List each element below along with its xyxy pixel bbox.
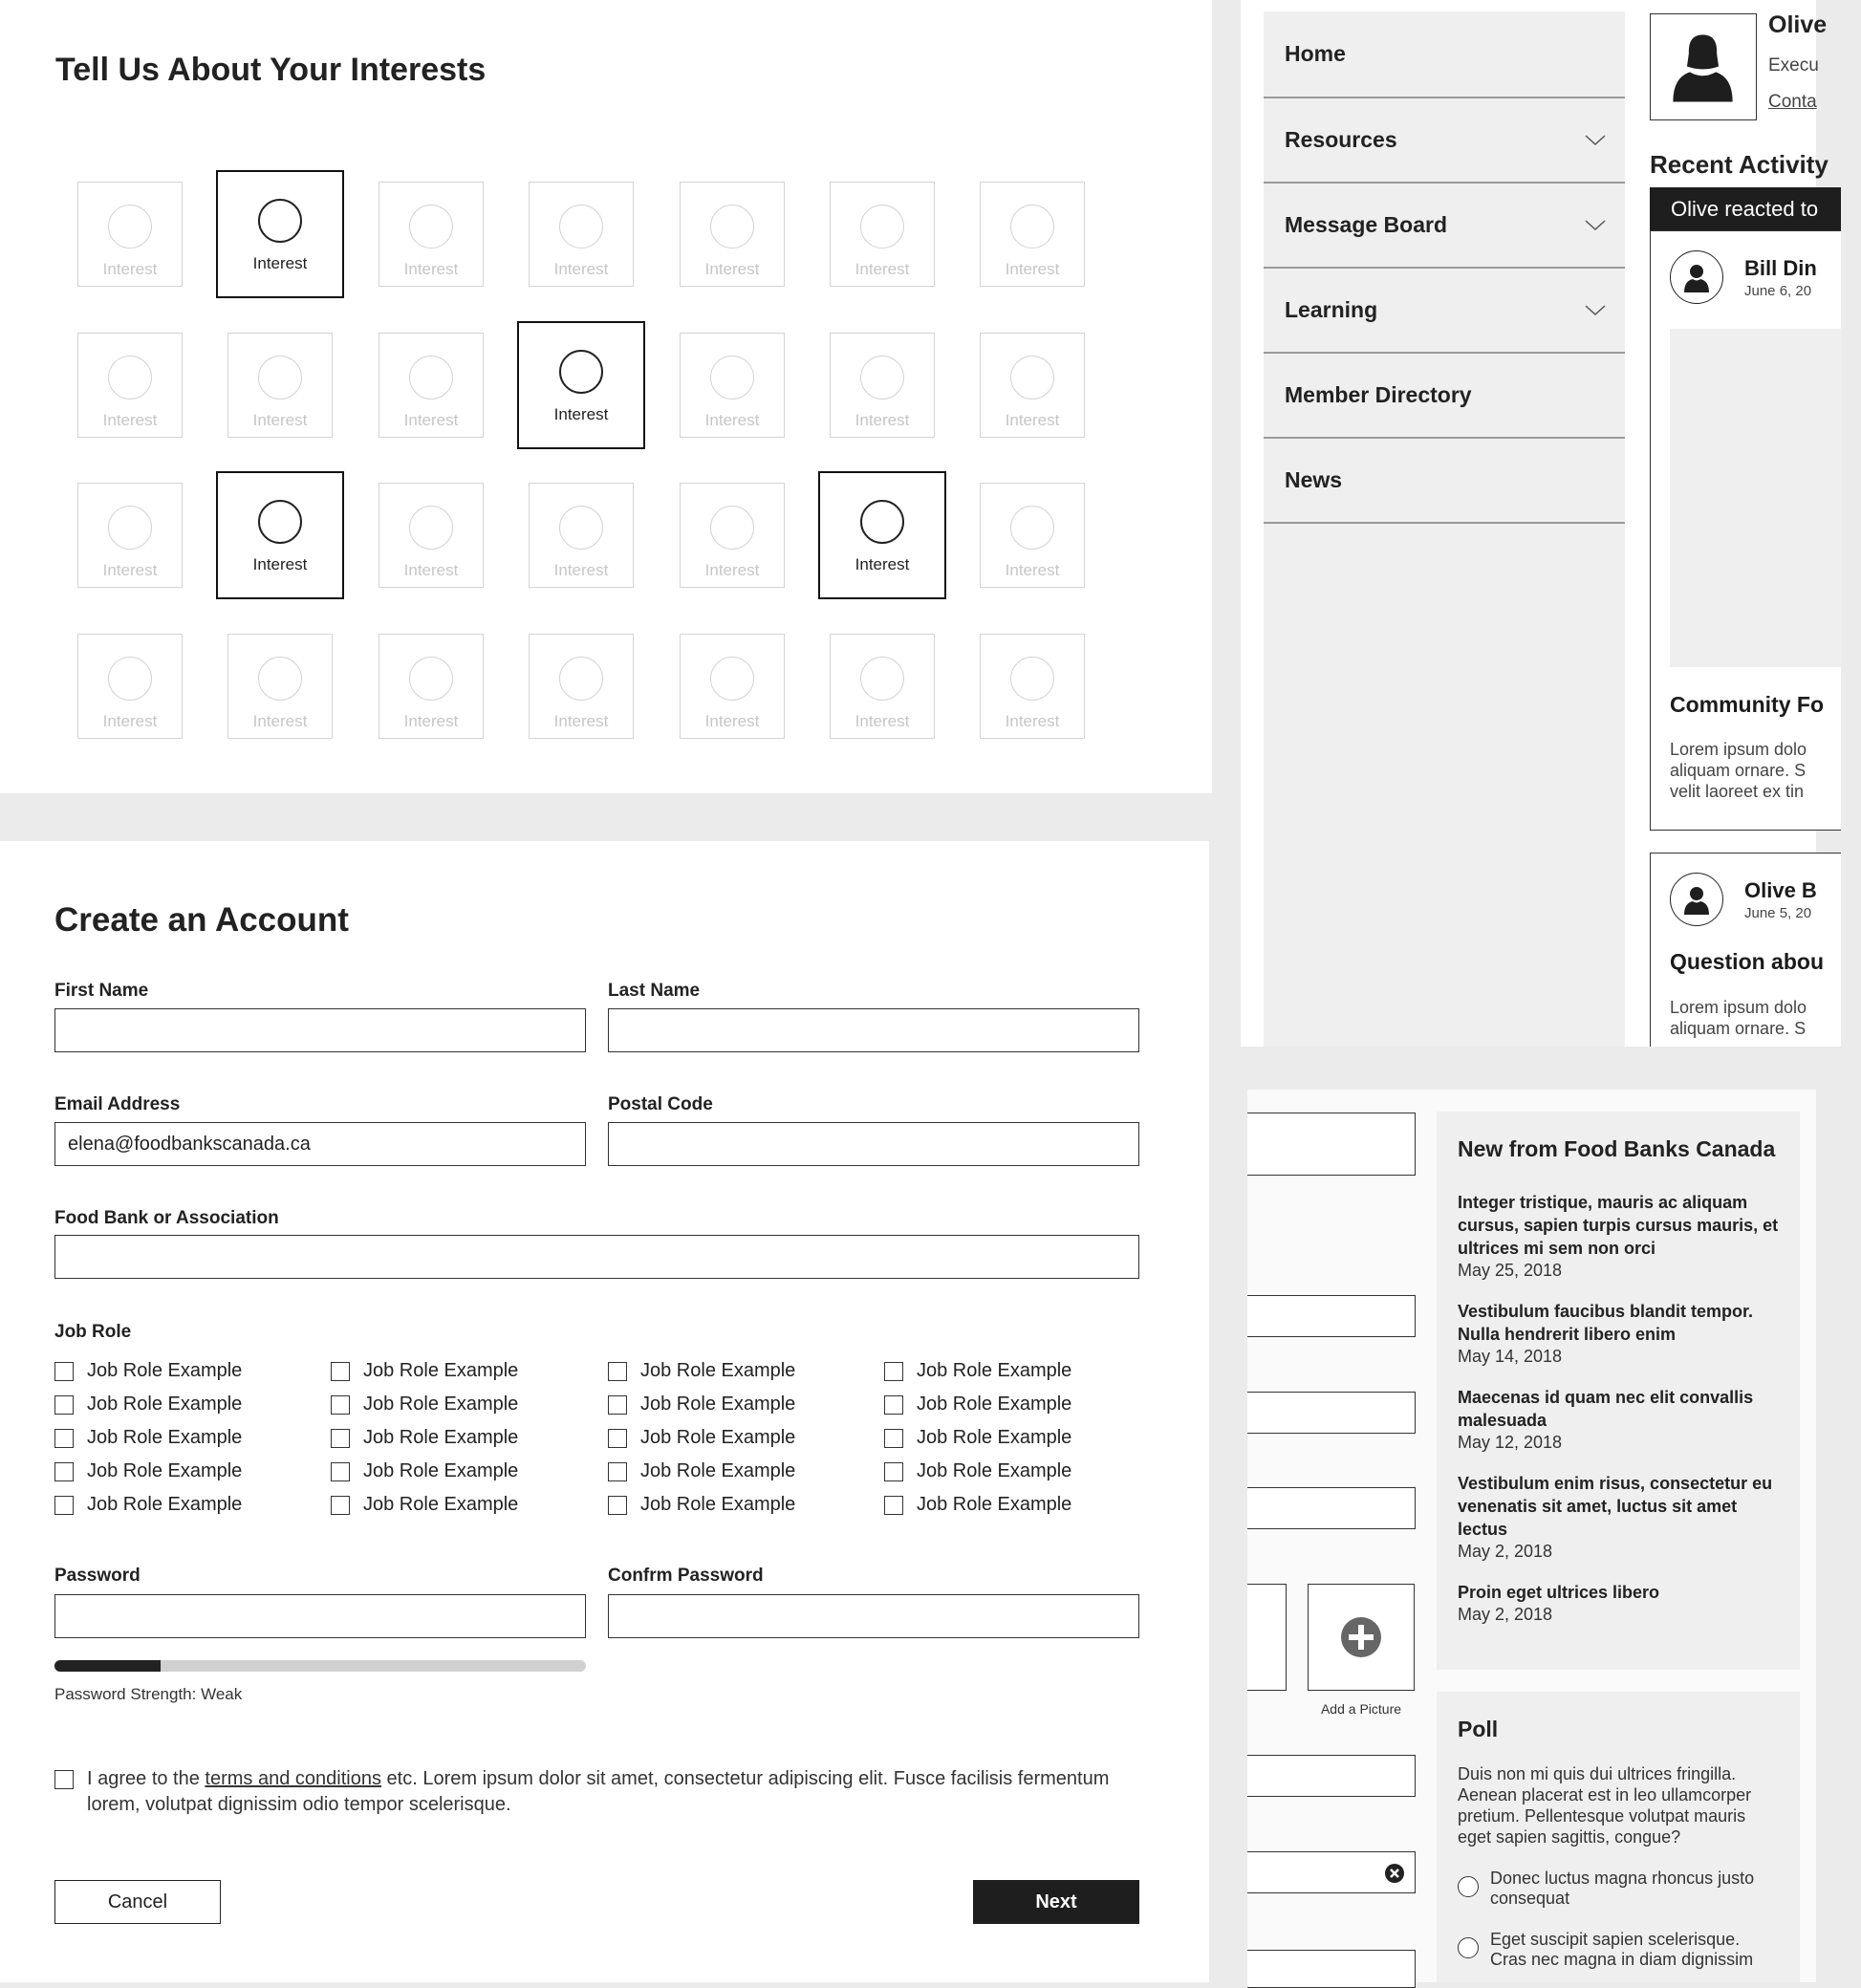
job-role-option[interactable]	[54, 1427, 242, 1449]
interest-circle-icon	[409, 506, 453, 550]
plus-circle-icon	[1340, 1616, 1382, 1658]
interest-tile[interactable]	[77, 483, 183, 588]
terms-prefix: I agree to the	[87, 1768, 206, 1789]
job-role-option[interactable]	[884, 1427, 1071, 1449]
email-input[interactable]	[54, 1122, 586, 1166]
terms-suffix: etc. Lorem ipsum dolor sit amet, consectetur adipiscing elit. Fusce facilisis fermentum lorem, volutpat dignissim odio tempor scelerisque.	[87, 1768, 1110, 1815]
add-picture-label: Add a Picture	[1320, 1701, 1402, 1717]
interest-tile[interactable]	[680, 333, 785, 438]
interest-circle-icon	[409, 205, 453, 248]
picture-thumbnail[interactable]	[1247, 1584, 1287, 1691]
terms-link[interactable]: terms and conditions	[205, 1768, 381, 1789]
terms-text	[87, 1766, 1148, 1818]
news-headline[interactable]: Vestibulum faucibus blandit tempor. Nulla hendrerit libero enim	[1458, 1302, 1754, 1344]
job-role-label: Job Role	[54, 1322, 132, 1342]
nav-item-resources[interactable]	[1264, 98, 1625, 184]
activity-post[interactable]	[1650, 230, 1841, 831]
interest-label: Interest	[704, 411, 760, 429]
confirm-password-label: Confrm Password	[608, 1566, 764, 1586]
job-role-option[interactable]	[54, 1460, 242, 1482]
post-author: Olive B	[1744, 878, 1817, 902]
news-date: May 12, 2018	[1458, 1433, 1563, 1452]
interest-label: Interest	[403, 260, 459, 278]
news-title: New from Food Banks Canada	[1458, 1136, 1776, 1161]
interest-tile[interactable]	[529, 483, 634, 588]
news-panel	[1437, 1112, 1800, 1670]
post-title: Question abou	[1670, 949, 1824, 974]
interest-circle-icon	[710, 657, 754, 701]
text-input-with-clear[interactable]	[1247, 1851, 1416, 1893]
interest-label: Interest	[403, 712, 459, 730]
profile-name: Olive	[1768, 11, 1828, 38]
interest-tile[interactable]	[818, 471, 946, 599]
interest-tile[interactable]	[77, 634, 183, 739]
job-role-label: Job Role Example	[363, 1494, 519, 1515]
job-role-option[interactable]	[54, 1394, 242, 1415]
job-role-checkbox[interactable]	[331, 1395, 350, 1415]
chevron-down-icon[interactable]	[1585, 220, 1606, 231]
text-input[interactable]	[1247, 1113, 1416, 1176]
profile-role: Execu	[1768, 55, 1819, 76]
job-role-label: Job Role Example	[363, 1360, 519, 1381]
interest-tile[interactable]	[680, 483, 785, 588]
interest-label: Interest	[704, 712, 760, 730]
news-item[interactable]	[1458, 1472, 1779, 1562]
news-item[interactable]	[1458, 1386, 1779, 1453]
first-name-input[interactable]	[54, 1008, 586, 1052]
interest-circle-icon	[258, 500, 302, 544]
chevron-down-icon[interactable]	[1585, 305, 1606, 316]
interest-label: Interest	[855, 260, 910, 278]
poll-panel	[1437, 1692, 1800, 1982]
news-item[interactable]	[1458, 1191, 1779, 1281]
interest-circle-icon	[1010, 506, 1054, 550]
cancel-button[interactable]: Cancel	[54, 1880, 221, 1924]
interest-tile[interactable]	[980, 483, 1085, 588]
interest-circle-icon	[710, 506, 754, 550]
email-label: Email Address	[54, 1094, 181, 1114]
interest-tile[interactable]	[830, 333, 935, 438]
job-role-label: Job Role Example	[87, 1394, 243, 1415]
job-role-option[interactable]	[608, 1427, 795, 1449]
interest-label: Interest	[102, 411, 158, 429]
interest-circle-icon	[108, 657, 152, 701]
post-date: June 6, 20	[1744, 283, 1812, 299]
nav-item-label: News	[1285, 467, 1343, 492]
password-strength-fill	[54, 1660, 161, 1672]
interest-circle-icon	[108, 356, 152, 400]
job-role-option[interactable]	[884, 1494, 1071, 1516]
job-role-checkbox[interactable]	[608, 1496, 627, 1515]
interest-tile[interactable]	[379, 333, 484, 438]
interest-label: Interest	[855, 712, 910, 730]
interest-label: Interest	[553, 405, 609, 423]
job-role-option[interactable]	[54, 1494, 242, 1516]
interest-tile[interactable]	[529, 634, 634, 739]
job-role-checkbox[interactable]	[608, 1395, 627, 1415]
interest-tile[interactable]	[680, 634, 785, 739]
news-list	[1458, 1191, 1779, 1625]
text-input[interactable]	[1247, 1295, 1416, 1337]
nav-item-label: Resources	[1285, 127, 1397, 152]
interest-tile[interactable]	[379, 634, 484, 739]
profile-contact-link[interactable]: Conta	[1768, 92, 1817, 112]
job-role-option[interactable]	[608, 1494, 795, 1516]
person-icon	[1679, 260, 1714, 294]
interest-label: Interest	[403, 561, 459, 579]
interest-circle-icon	[258, 356, 302, 400]
job-role-label: Job Role Example	[640, 1460, 796, 1481]
interest-label: Interest	[252, 254, 308, 272]
interest-tile[interactable]	[680, 182, 785, 287]
job-role-checkbox[interactable]	[331, 1462, 350, 1481]
interest-circle-icon	[1010, 205, 1054, 248]
postal-code-input[interactable]	[608, 1122, 1139, 1166]
password-strength-text: Password Strength: Weak	[54, 1685, 243, 1703]
interest-label: Interest	[553, 712, 609, 730]
person-icon	[1679, 882, 1714, 917]
nav-item-label: Learning	[1285, 297, 1378, 322]
post-body-line: aliquam ornare. S	[1670, 1019, 1807, 1038]
interest-label: Interest	[1005, 712, 1060, 730]
job-role-checkbox[interactable]	[54, 1462, 74, 1481]
news-headline[interactable]: Maecenas id quam nec elit convallis malesuada	[1458, 1388, 1754, 1430]
text-input[interactable]	[1247, 1392, 1416, 1434]
poll-title: Poll	[1458, 1717, 1499, 1741]
job-role-option[interactable]	[884, 1460, 1071, 1482]
interest-label: Interest	[102, 712, 158, 730]
interest-tile[interactable]	[216, 471, 344, 599]
password-label: Password	[54, 1566, 141, 1586]
interest-label: Interest	[553, 260, 609, 278]
interest-circle-icon	[860, 657, 904, 701]
activity-banner[interactable]: Olive reacted to	[1650, 187, 1841, 230]
interest-label: Interest	[1005, 561, 1060, 579]
dashboard-panel	[1241, 0, 1829, 1047]
interest-circle-icon	[258, 657, 302, 701]
post-avatar	[1670, 873, 1723, 926]
job-role-label: Job Role Example	[640, 1427, 796, 1448]
job-role-checkbox[interactable]	[331, 1362, 350, 1381]
job-role-checkbox[interactable]	[331, 1496, 350, 1515]
job-role-label: Job Role Example	[917, 1394, 1072, 1415]
news-item[interactable]	[1458, 1300, 1779, 1367]
password-input[interactable]	[54, 1594, 586, 1638]
interests-title: Tell Us About Your Interests	[55, 52, 487, 88]
nav-item-label: Home	[1285, 41, 1346, 66]
avatar[interactable]	[1650, 13, 1757, 120]
job-role-option[interactable]	[331, 1494, 518, 1516]
job-role-checkbox[interactable]	[608, 1462, 627, 1481]
job-role-label: Job Role Example	[640, 1360, 796, 1381]
interest-circle-icon	[559, 506, 603, 550]
job-role-option[interactable]	[331, 1360, 518, 1382]
interest-tile[interactable]	[379, 483, 484, 588]
post-author: Bill Din	[1744, 256, 1817, 280]
job-role-label: Job Role Example	[917, 1427, 1072, 1448]
post-body	[1670, 739, 1861, 802]
job-role-label: Job Role Example	[87, 1494, 243, 1515]
first-name-label: First Name	[54, 981, 149, 1001]
interests-panel	[0, 0, 1212, 793]
job-role-checkbox[interactable]	[608, 1429, 627, 1448]
job-role-label: Job Role Example	[87, 1460, 243, 1481]
poll-option[interactable]	[1458, 1930, 1779, 1970]
postal-code-label: Postal Code	[608, 1094, 713, 1114]
poll-option-label: Donec luctus magna rhoncus justo consequat	[1490, 1869, 1755, 1908]
news-date: May 25, 2018	[1458, 1261, 1563, 1280]
job-role-option[interactable]	[608, 1394, 795, 1415]
text-input[interactable]	[1247, 1755, 1416, 1797]
interest-circle-icon	[409, 356, 453, 400]
post-body-line: Lorem ipsum dolo	[1670, 998, 1807, 1017]
interest-tile[interactable]	[980, 634, 1085, 739]
job-role-label: Job Role Example	[640, 1494, 796, 1515]
interest-tile[interactable]	[980, 182, 1085, 287]
job-role-checkbox[interactable]	[884, 1362, 903, 1381]
add-picture-button[interactable]	[1308, 1584, 1415, 1691]
interest-label: Interest	[1005, 411, 1060, 429]
interest-tile[interactable]	[830, 182, 935, 287]
job-role-option[interactable]	[608, 1360, 795, 1382]
interest-label: Interest	[1005, 260, 1060, 278]
news-date: May 14, 2018	[1458, 1347, 1563, 1366]
interest-tile[interactable]	[77, 333, 183, 438]
clear-icon[interactable]	[1384, 1863, 1405, 1884]
job-role-checkbox[interactable]	[54, 1395, 74, 1415]
interest-circle-icon	[108, 205, 152, 248]
post-body	[1670, 997, 1861, 1039]
job-role-label: Job Role Example	[917, 1494, 1072, 1515]
account-title: Create an Account	[54, 901, 349, 939]
chevron-down-icon[interactable]	[1585, 135, 1606, 146]
job-role-checkbox[interactable]	[54, 1496, 74, 1515]
poll-radio[interactable]	[1458, 1937, 1479, 1958]
recent-activity-title: Recent Activity	[1650, 150, 1829, 179]
interest-tile[interactable]	[529, 182, 634, 287]
poll-option-label: Eget suscipit sapien scelerisque. Cras nec magna in diam dignissim	[1490, 1930, 1754, 1969]
news-item[interactable]	[1458, 1581, 1779, 1625]
interest-label: Interest	[102, 260, 158, 278]
interest-circle-icon	[1010, 657, 1054, 701]
job-role-label: Job Role Example	[363, 1427, 519, 1448]
job-role-checkbox[interactable]	[54, 1429, 74, 1448]
job-role-option[interactable]	[331, 1427, 518, 1449]
interest-circle-icon	[710, 356, 754, 400]
interest-tile[interactable]	[517, 321, 645, 449]
post-body-line: velit laoreet ex tin	[1670, 782, 1805, 801]
feed-panel	[1247, 1090, 1816, 1982]
news-headline[interactable]: Vestibulum enim risus, consectetur eu venenatis sit amet, luctus sit amet lectus	[1458, 1474, 1773, 1539]
interest-tile[interactable]	[379, 182, 484, 287]
news-headline[interactable]: Proin eget ultrices libero	[1458, 1583, 1660, 1602]
post-date: June 5, 20	[1744, 905, 1812, 921]
job-role-option[interactable]	[884, 1360, 1071, 1382]
job-role-label: Job Role Example	[87, 1427, 243, 1448]
nav-item-news[interactable]	[1264, 439, 1625, 524]
food-bank-input[interactable]	[54, 1235, 1139, 1279]
interest-label: Interest	[252, 712, 308, 730]
job-role-option[interactable]	[331, 1460, 518, 1482]
text-input[interactable]	[1247, 1487, 1416, 1529]
interest-circle-icon	[860, 356, 904, 400]
post-image-placeholder	[1670, 329, 1842, 667]
job-role-label: Job Role Example	[87, 1360, 243, 1381]
post-title: Community Fo	[1670, 692, 1824, 717]
job-role-checkbox[interactable]	[884, 1429, 903, 1448]
job-role-checkbox[interactable]	[884, 1395, 903, 1415]
nav-item-member-directory[interactable]	[1264, 354, 1625, 439]
interest-circle-icon	[559, 205, 603, 248]
job-role-label: Job Role Example	[917, 1460, 1072, 1481]
interest-circle-icon	[108, 506, 152, 550]
post-avatar	[1670, 250, 1723, 304]
interest-label: Interest	[704, 260, 760, 278]
job-role-label: Job Role Example	[640, 1394, 796, 1415]
poll-question: Duis non mi quis dui ultrices fringilla. Aenean placerat est in leo ullamcorper pretium. Pellentesque volutpat mauris eget sapien sagittis, congue?	[1458, 1764, 1752, 1847]
nav-item-learning[interactable]	[1264, 269, 1625, 354]
create-account-panel	[0, 841, 1209, 1982]
job-role-option[interactable]	[331, 1394, 518, 1415]
interest-tile[interactable]	[216, 170, 344, 298]
person-icon	[1651, 14, 1755, 119]
interest-label: Interest	[855, 411, 910, 429]
activity-post[interactable]	[1650, 853, 1841, 1047]
interest-tile[interactable]	[830, 634, 935, 739]
post-body-line: Lorem ipsum dolo	[1670, 740, 1807, 759]
interest-tile[interactable]	[227, 333, 333, 438]
job-role-checkbox[interactable]	[608, 1362, 627, 1381]
password-strength-bar	[54, 1660, 586, 1672]
interest-circle-icon	[710, 205, 754, 248]
interest-circle-icon	[1010, 356, 1054, 400]
interest-circle-icon	[559, 350, 603, 394]
post-body-line: aliquam ornare. S	[1670, 761, 1807, 780]
interest-tile[interactable]	[77, 182, 183, 287]
last-name-input[interactable]	[608, 1008, 1139, 1052]
next-button[interactable]: Next	[973, 1880, 1139, 1924]
nav-item-label: Message Board	[1285, 212, 1448, 237]
job-role-label: Job Role Example	[363, 1394, 519, 1415]
job-role-checkbox[interactable]	[884, 1496, 903, 1515]
confirm-password-input[interactable]	[608, 1594, 1139, 1638]
nav-item-message-board[interactable]	[1264, 184, 1625, 269]
poll-radio[interactable]	[1458, 1876, 1479, 1897]
job-role-option[interactable]	[54, 1360, 242, 1382]
job-role-label: Job Role Example	[917, 1360, 1072, 1381]
terms-checkbox[interactable]	[54, 1770, 74, 1789]
interest-circle-icon	[559, 657, 603, 701]
job-role-checkbox[interactable]	[331, 1429, 350, 1448]
interest-tile[interactable]	[980, 333, 1085, 438]
interest-label: Interest	[403, 411, 459, 429]
last-name-label: Last Name	[608, 981, 701, 1001]
interest-label: Interest	[252, 411, 308, 429]
job-role-checkbox[interactable]	[54, 1362, 74, 1381]
interest-circle-icon	[860, 205, 904, 248]
interest-label: Interest	[553, 561, 609, 579]
job-role-label: Job Role Example	[363, 1460, 519, 1481]
news-headline[interactable]: Integer tristique, mauris ac aliquam cursus, sapien turpis cursus mauris, et ultrices mi sem non orci	[1458, 1193, 1779, 1258]
text-input[interactable]	[1247, 1950, 1416, 1988]
interest-label: Interest	[102, 561, 158, 579]
job-role-checkbox[interactable]	[884, 1462, 903, 1481]
nav-item-label: Member Directory	[1285, 382, 1472, 407]
news-date: May 2, 2018	[1458, 1605, 1553, 1624]
job-role-option[interactable]	[884, 1394, 1071, 1415]
interest-label: Interest	[704, 561, 760, 579]
news-date: May 2, 2018	[1458, 1542, 1553, 1561]
interest-tile[interactable]	[227, 634, 333, 739]
interest-label: Interest	[252, 555, 308, 573]
interest-circle-icon	[860, 500, 904, 544]
interest-circle-icon	[258, 199, 302, 243]
interest-label: Interest	[855, 555, 910, 573]
interest-circle-icon	[409, 657, 453, 701]
food-bank-label: Food Bank or Association	[54, 1208, 279, 1228]
nav-item-home[interactable]	[1264, 11, 1625, 98]
side-nav	[1264, 11, 1625, 1047]
poll-option[interactable]	[1458, 1869, 1779, 1909]
job-role-option[interactable]	[608, 1460, 795, 1482]
